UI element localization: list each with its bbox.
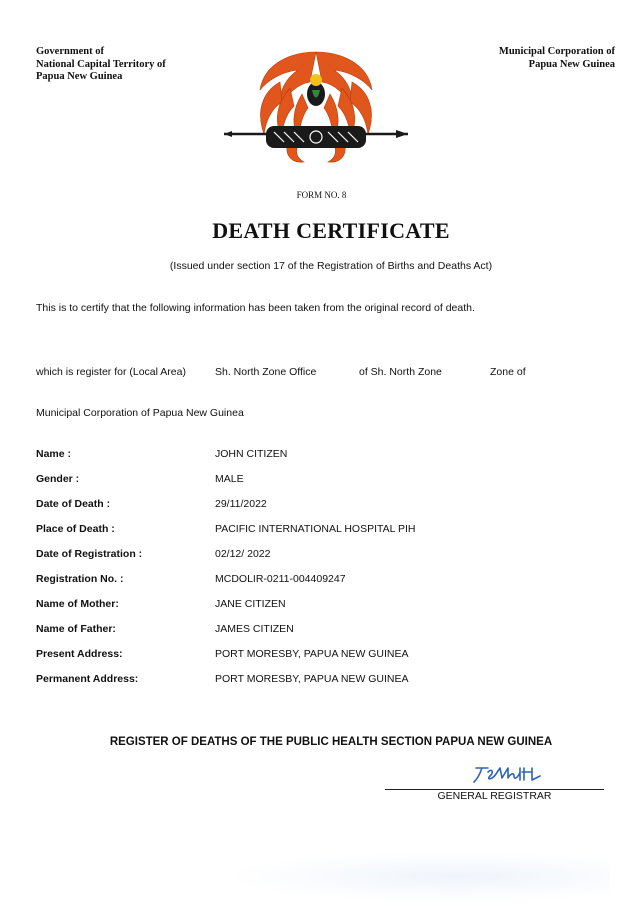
header-left-line: Government of bbox=[36, 46, 104, 57]
field-row-date-of-death bbox=[0, 498, 643, 514]
field-row-father bbox=[0, 623, 643, 639]
field-row-mother bbox=[0, 598, 643, 614]
handwritten-signature-icon bbox=[470, 758, 550, 788]
field-value: PORT MORESBY, PAPUA NEW GUINEA bbox=[215, 648, 409, 660]
header-right bbox=[499, 46, 615, 71]
field-row-registration-no bbox=[0, 573, 643, 589]
field-label: Place of Death : bbox=[36, 523, 115, 535]
certificate-subtitle: (Issued under section 17 of the Registration of Births and Deaths Act) bbox=[169, 260, 493, 272]
field-label: Registration No. : bbox=[36, 573, 124, 585]
certificate-title: DEATH CERTIFICATE bbox=[212, 218, 450, 243]
field-value: 29/11/2022 bbox=[215, 498, 267, 510]
general-registrar-label: GENERAL REGISTRAR bbox=[437, 790, 552, 802]
field-label: Name of Father: bbox=[36, 623, 116, 635]
header-right-line: Municipal Corporation of bbox=[498, 46, 615, 57]
local-area-office: Sh. North Zone Office bbox=[215, 366, 317, 378]
header-left-line: Papua New Guinea bbox=[36, 71, 123, 83]
scan-smudge bbox=[225, 852, 610, 902]
field-label: Name : bbox=[36, 448, 72, 460]
field-value: JANE CITIZEN bbox=[215, 598, 286, 610]
field-label: Present Address: bbox=[36, 648, 123, 660]
header-left-line: National Capital Territory of bbox=[36, 58, 166, 70]
field-label: Date of Death : bbox=[36, 498, 111, 510]
field-row-present-address bbox=[0, 648, 643, 664]
field-value: JOHN CITIZEN bbox=[215, 448, 288, 460]
field-label: Date of Registration : bbox=[36, 548, 143, 560]
field-row-gender bbox=[0, 473, 643, 489]
field-value: MCDOLIR-0211-004409247 bbox=[215, 573, 346, 585]
certify-statement: This is to certify that the following information has been taken from the original record of death. bbox=[36, 302, 475, 314]
municipal-corporation: Municipal Corporation of Papua New Guinea bbox=[36, 407, 244, 419]
field-row-date-of-registration bbox=[0, 548, 643, 564]
header-right-line: Papua New Guinea bbox=[528, 58, 615, 70]
field-row-name bbox=[0, 448, 643, 464]
field-row-place-of-death bbox=[0, 523, 643, 539]
field-label: Permanent Address: bbox=[36, 673, 139, 685]
field-value: JAMES CITIZEN bbox=[215, 623, 294, 635]
field-value: 02/12/ 2022 bbox=[215, 548, 271, 560]
local-area-lead: which is register for (Local Area) bbox=[36, 366, 186, 378]
field-value: PORT MORESBY, PAPUA NEW GUINEA bbox=[215, 673, 409, 685]
bird-of-paradise-emblem-icon bbox=[220, 42, 412, 172]
field-value: MALE bbox=[215, 473, 244, 485]
local-area-zone-of: Zone of bbox=[490, 366, 526, 378]
form-number: FORM NO. 8 bbox=[296, 190, 347, 200]
field-row-permanent-address bbox=[0, 673, 643, 689]
field-label: Name of Mother: bbox=[36, 598, 119, 610]
local-area-zone: of Sh. North Zone bbox=[359, 366, 442, 378]
field-value: PACIFIC INTERNATIONAL HOSPITAL PIH bbox=[215, 523, 416, 535]
register-of-deaths: REGISTER OF DEATHS OF THE PUBLIC HEALTH SECTION PAPUA NEW GUINEA bbox=[109, 736, 553, 748]
header-left bbox=[36, 46, 166, 84]
field-label: Gender : bbox=[36, 473, 80, 485]
